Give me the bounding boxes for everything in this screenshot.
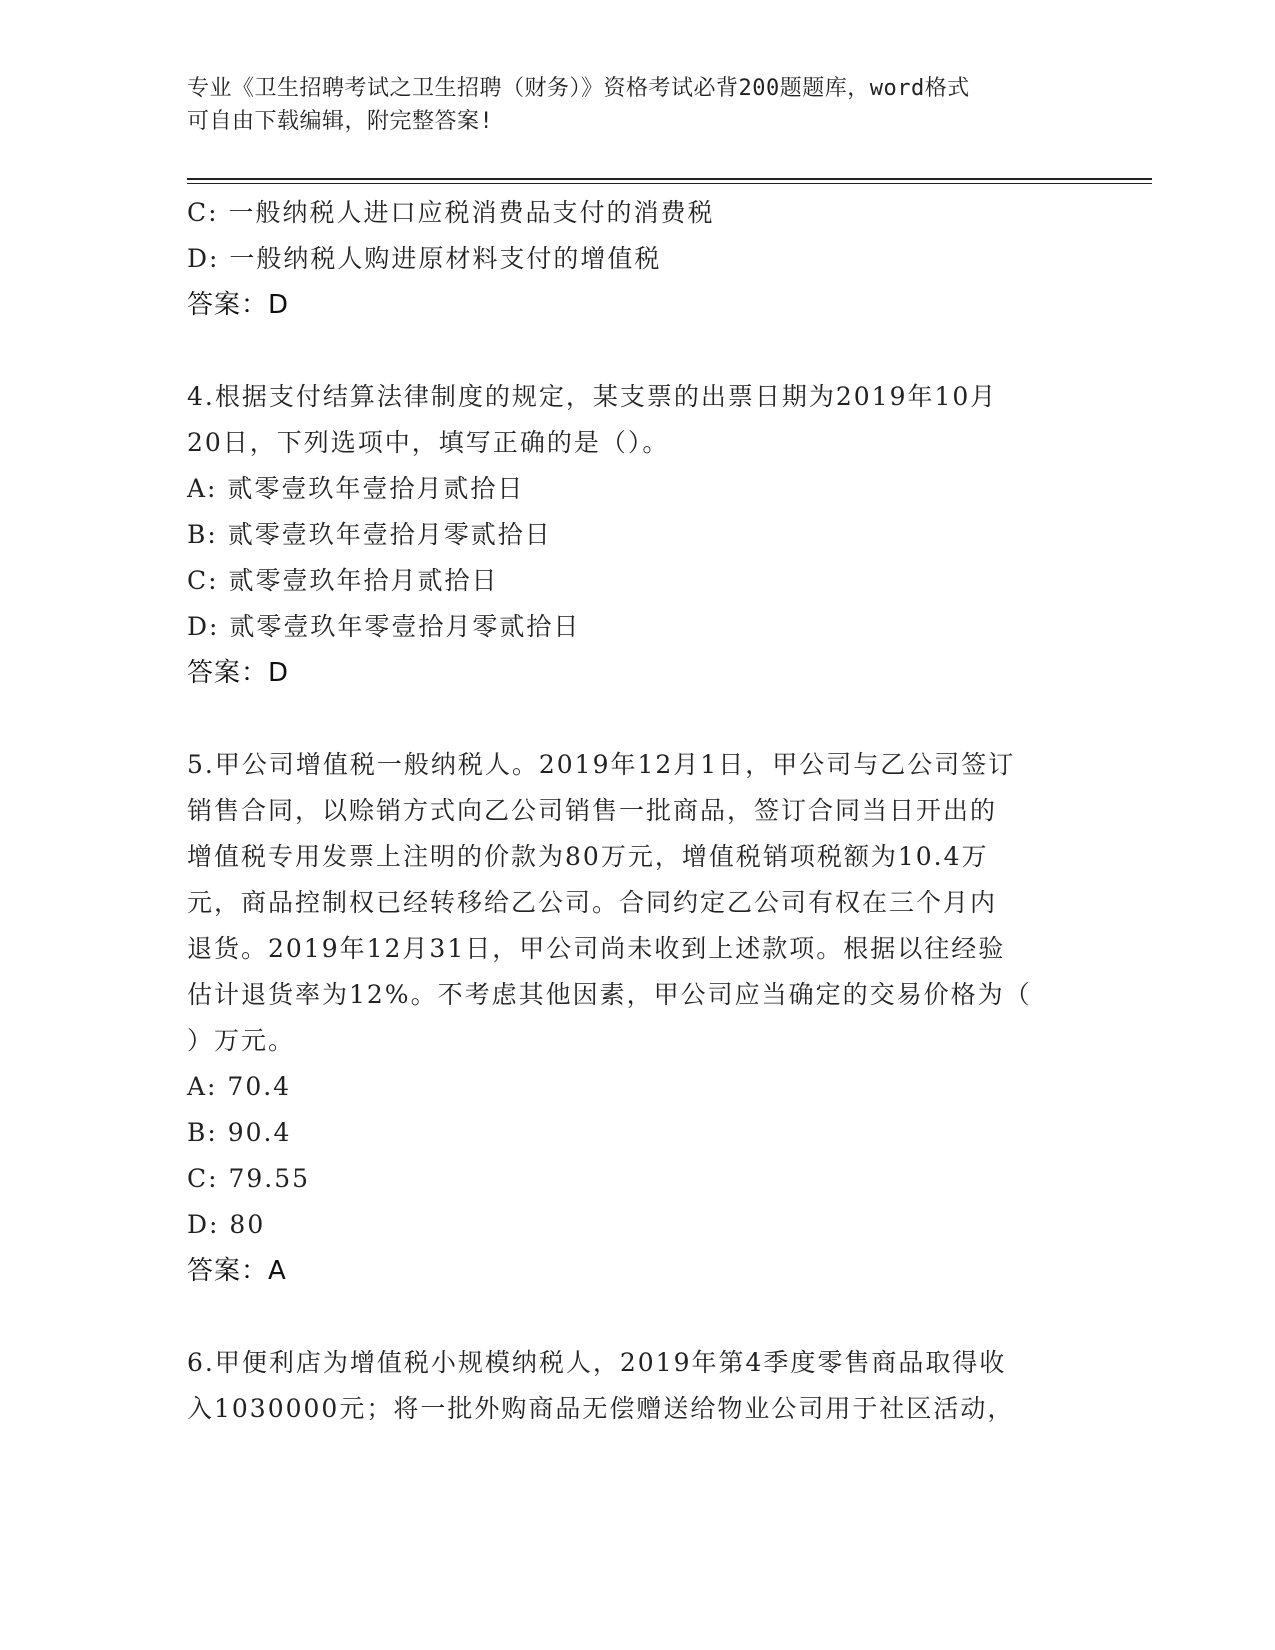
q5-stem-line-1: 5.甲公司增值税一般纳税人。2019年12月1日，甲公司与乙公司签订 [187, 750, 1016, 779]
q6-stem-line-2: 入1030000元；将一批外购商品无偿赠送给物业公司用于社区活动， [187, 1394, 1015, 1423]
q5-option-c: C: 79.55 [187, 1164, 311, 1193]
header-divider-thick [187, 178, 1152, 180]
q4-answer: 答案：D [187, 658, 290, 688]
header-title-line-2: 可自由下载编辑，附完整答案! [187, 109, 494, 134]
q5-stem-line-5: 退货。2019年12月31日，甲公司尚未收到上述款项。根据以往经验 [187, 934, 1006, 963]
q4-stem-line-2: 20日，下列选项中，填写正确的是（）。 [187, 428, 670, 457]
q5-stem-line-4: 元，商品控制权已经转移给乙公司。合同约定乙公司有权在三个月内 [187, 888, 998, 917]
header-divider-thin [187, 183, 1152, 184]
q3-answer: 答案：D [187, 290, 290, 320]
q5-stem-line-6: 估计退货率为12%。不考虑其他因素，甲公司应当确定的交易价格为（ [187, 980, 1032, 1009]
question-4 [187, 374, 1087, 696]
question-5 [187, 742, 1087, 1294]
q5-option-b: B: 90.4 [187, 1118, 292, 1147]
question-3 [187, 190, 1087, 328]
q4-stem-line-1: 4.根据支付结算法律制度的规定，某支票的出票日期为2019年10月 [187, 382, 998, 411]
q5-stem-line-2: 销售合同，以赊销方式向乙公司销售一批商品，签订合同当日开出的 [187, 796, 998, 825]
q5-option-d: D: 80 [187, 1210, 266, 1239]
q5-stem-line-3: 增值税专用发票上注明的价款为80万元，增值税销项税额为10.4万 [187, 842, 989, 871]
q4-option-d: D: 贰零壹玖年零壹拾月零贰拾日 [187, 612, 581, 641]
question-6 [187, 1340, 1087, 1432]
spacer [187, 696, 1087, 742]
q5-stem-line-7: ）万元。 [187, 1026, 296, 1055]
q6-stem-line-1: 6.甲便利店为增值税小规模纳税人，2019年第4季度零售商品取得收 [187, 1348, 1007, 1377]
q4-option-c: C: 贰零壹玖年拾月贰拾日 [187, 566, 499, 595]
q3-option-d: D: 一般纳税人购进原材料支付的增值税 [187, 244, 662, 273]
q4-option-a: A: 贰零壹玖年壹拾月贰拾日 [187, 474, 525, 503]
spacer [187, 1294, 1087, 1340]
q5-option-a: A: 70.4 [187, 1072, 292, 1101]
q3-option-c: C: 一般纳税人进口应税消费品支付的消费税 [187, 198, 715, 227]
q5-answer: 答案：A [187, 1256, 287, 1286]
header-title-line-1: 专业《卫生招聘考试之卫生招聘（财务）》资格考试必背200题题库，word格式 [187, 76, 970, 101]
q4-option-b: B: 贰零壹玖年壹拾月零贰拾日 [187, 520, 552, 549]
spacer [187, 328, 1087, 374]
document-header [187, 72, 1087, 138]
question-list [187, 190, 1087, 1432]
